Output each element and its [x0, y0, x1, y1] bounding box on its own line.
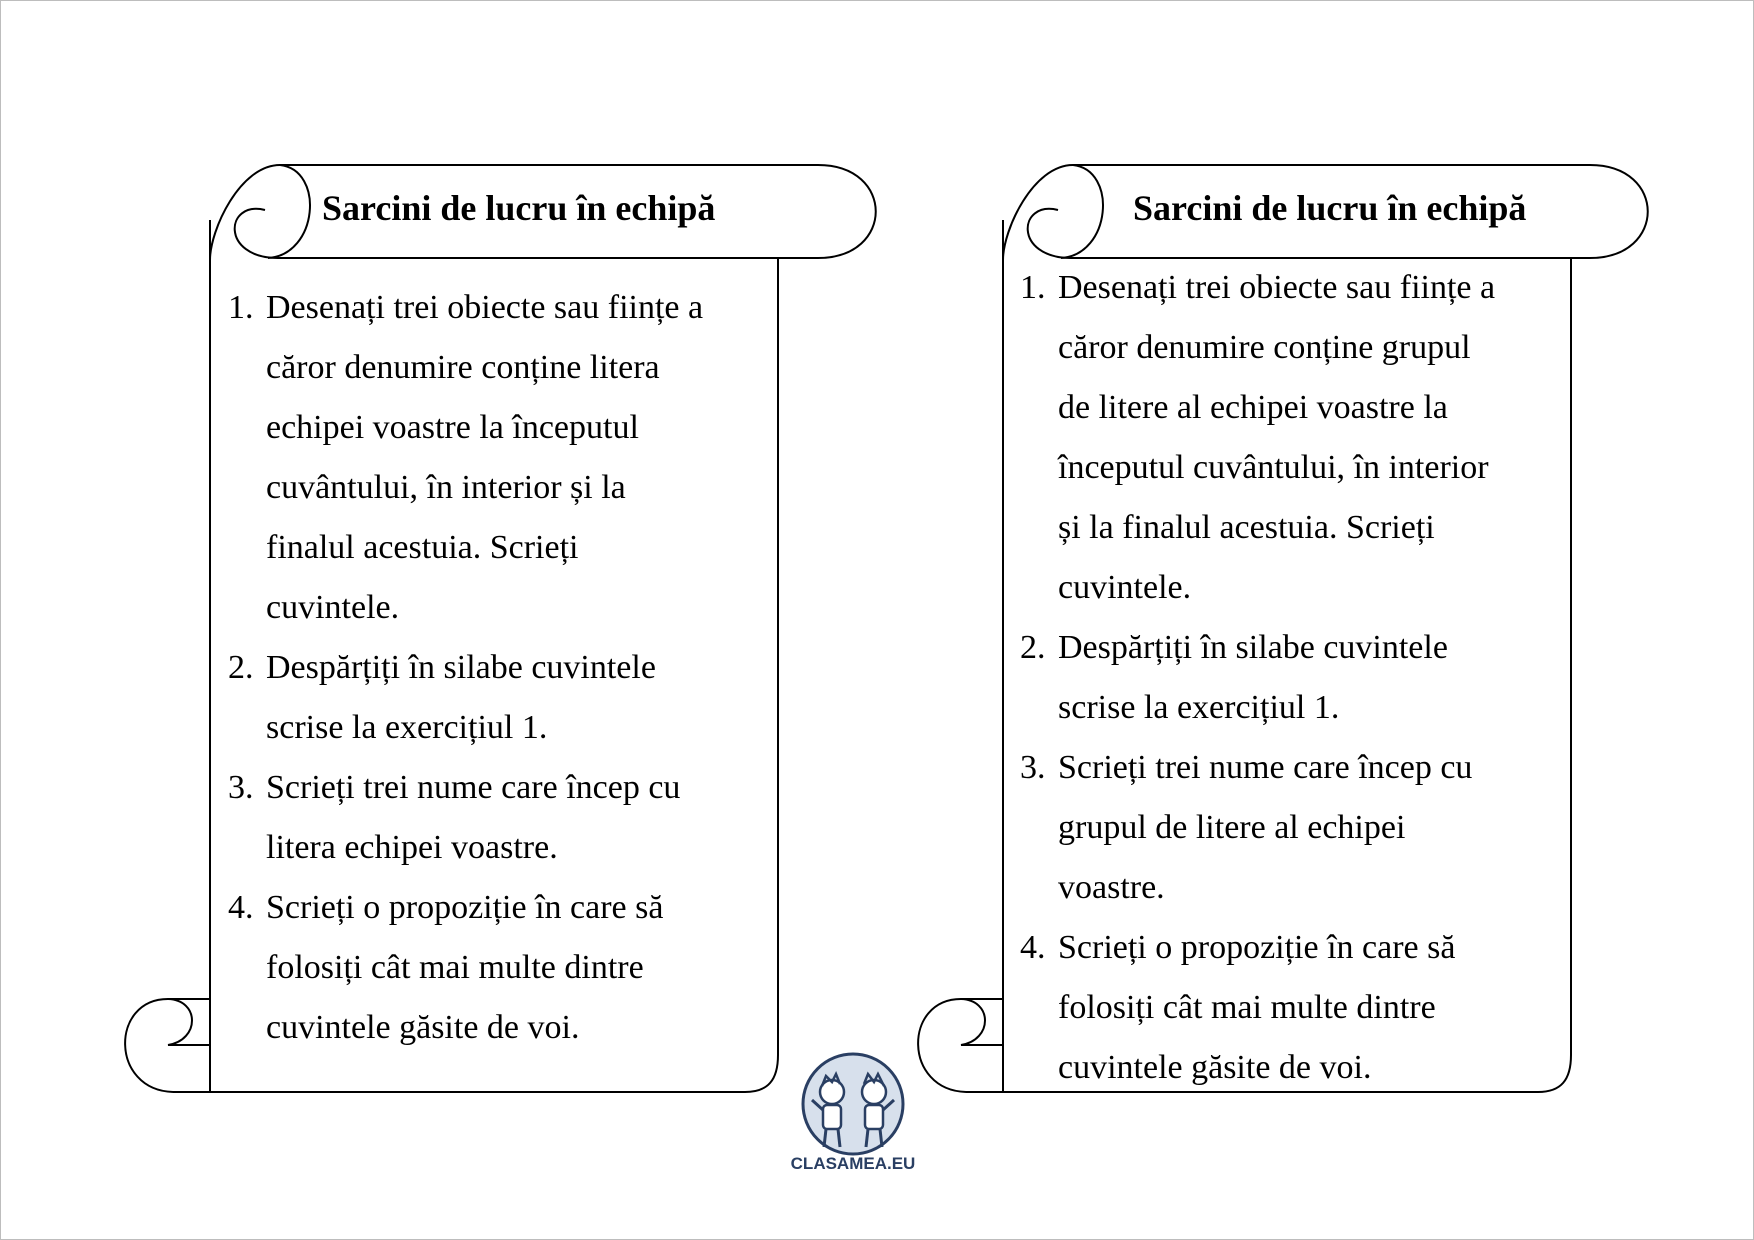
- task-line: Desenați trei obiecte sau ființe a: [266, 289, 704, 326]
- task-line: cuvintele găsite de voi.: [1058, 1049, 1372, 1086]
- logo-kids-icon: [788, 1052, 918, 1156]
- task-line: căror denumire conține grupul: [1058, 329, 1471, 366]
- task-item: [1020, 738, 1495, 918]
- task-line: cuvintele.: [266, 589, 400, 626]
- task-line: Despărțiți în silabe cuvintele: [1058, 629, 1448, 666]
- task-line: litera echipei voastre.: [266, 829, 558, 866]
- task-line: începutul cuvântului, în interior: [1058, 449, 1489, 486]
- task-number: 4.: [1020, 929, 1046, 966]
- task-line: cuvântului, în interior și la: [266, 469, 626, 506]
- task-item: [1020, 618, 1495, 738]
- task-line: Scrieți o propoziție în care să: [266, 889, 664, 926]
- task-number: 3.: [228, 769, 254, 806]
- task-number: 3.: [1020, 749, 1046, 786]
- task-number: 4.: [228, 889, 254, 926]
- task-item: [228, 638, 703, 758]
- task-number: 1.: [1020, 269, 1046, 306]
- task-line: Scrieți trei nume care încep cu: [1058, 749, 1473, 786]
- task-line: scrise la exercițiul 1.: [1058, 689, 1340, 726]
- task-item: [1020, 918, 1495, 1098]
- task-line: cuvintele găsite de voi.: [266, 1009, 580, 1046]
- scroll-2-task-list: [1020, 258, 1495, 1098]
- task-line: căror denumire conține litera: [266, 349, 660, 386]
- task-number: 1.: [228, 289, 254, 326]
- task-line: Desenați trei obiecte sau ființe a: [1058, 269, 1496, 306]
- task-line: și la finalul acestuia. Scrieți: [1058, 509, 1435, 546]
- task-item: [228, 758, 703, 878]
- scroll-1-title: Sarcini de lucru în echipă: [322, 188, 716, 228]
- task-number: 2.: [228, 649, 254, 686]
- task-line: finalul acestuia. Scrieți: [266, 529, 579, 566]
- task-line: folosiți cât mai multe dintre: [266, 949, 644, 986]
- task-item: [228, 878, 703, 1058]
- task-line: voastre.: [1058, 869, 1165, 906]
- task-item: [1020, 258, 1495, 618]
- task-line: echipei voastre la începutul: [266, 409, 639, 446]
- task-line: Scrieți trei nume care încep cu: [266, 769, 681, 806]
- task-line: folosiți cât mai multe dintre: [1058, 989, 1436, 1026]
- clasamea-logo: [788, 1052, 918, 1174]
- task-number: 2.: [1020, 629, 1046, 666]
- task-line: grupul de litere al echipei: [1058, 809, 1406, 846]
- logo-text: CLASAMEA.EU: [790, 1154, 916, 1173]
- scroll-2-title: Sarcini de lucru în echipă: [1133, 188, 1527, 228]
- task-line: de litere al echipei voastre la: [1058, 389, 1448, 426]
- scroll-1-task-list: [228, 278, 703, 1058]
- task-line: cuvintele.: [1058, 569, 1192, 606]
- task-item: [228, 278, 703, 638]
- task-line: Despărțiți în silabe cuvintele: [266, 649, 656, 686]
- task-line: Scrieți o propoziție în care să: [1058, 929, 1456, 966]
- task-line: scrise la exercițiul 1.: [266, 709, 548, 746]
